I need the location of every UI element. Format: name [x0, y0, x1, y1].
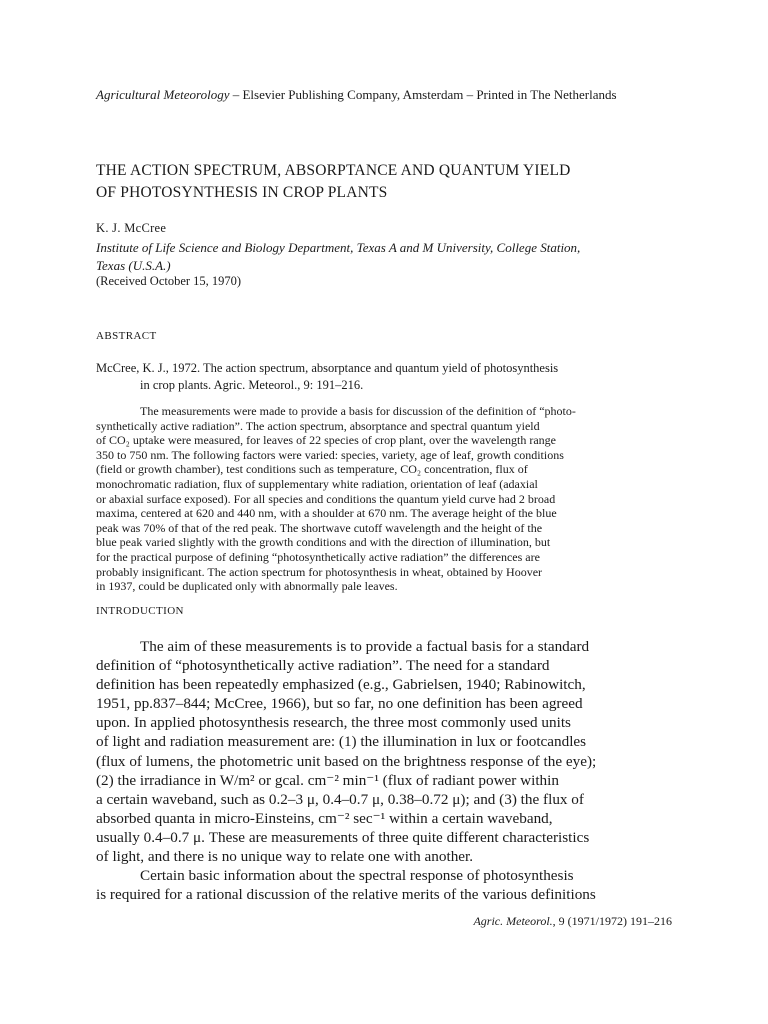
intro-line: upon. In applied photosynthesis research, the three most commonly used units	[96, 714, 571, 732]
intro-line: Certain basic information about the spectral response of photosynthesis	[140, 867, 574, 885]
abstract-line: The measurements were made to provide a basis for discussion of the definition of “photo-	[140, 404, 576, 418]
abstract-line: (field or growth chamber), test conditions such as temperature, CO₂ concentration, flux of	[96, 462, 528, 477]
intro-line: The aim of these measurements is to provide a factual basis for a standard	[140, 638, 590, 655]
abstract-heading: ABSTRACT	[96, 330, 157, 342]
intro-line: definition has been repeatedly emphasized (e.g., Gabrielsen, 1940; Rabinowitch,	[96, 676, 586, 694]
abstract-text	[96, 404, 672, 594]
abstract-line: probably insignificant. The action spectrum for photosynthesis in wheat, obtained by Hoover	[96, 564, 543, 579]
intro-line: 1951, pp.837–844; McCree, 1966), but so far, no one definition has been agreed	[96, 695, 583, 713]
abstract-line: in 1937, could be duplicated only with abnormally pale leaves.	[96, 579, 398, 594]
intro-line: is required for a rational discussion of the relative merits of the various definitions	[96, 886, 596, 904]
abstract-line: synthetically active radiation”. The action spectrum, absorptance and spectral quantum yield	[96, 418, 540, 433]
abstract-line: for the practical purpose of defining “photosynthetically active radiation” the differences are	[96, 549, 540, 564]
affiliation-line: Institute of Life Science and Biology Department, Texas A and M University, College Station,	[96, 240, 581, 255]
received-date: (Received October 15, 1970)	[96, 274, 242, 288]
page-footer-citation	[430, 912, 672, 930]
intro-line: of light, and there is no unique way to relate one with another.	[96, 848, 474, 866]
title-line: THE ACTION SPECTRUM, ABSORPTANCE AND QUANTUM YIELD	[96, 162, 571, 179]
author-name	[96, 219, 166, 237]
abstract-line: peak was 70% of that of the red peak. The shortwave cutoff wavelength and the height of the	[96, 520, 543, 535]
author-name-text: K. J. McCree	[96, 221, 167, 235]
intro-line: (flux of lumens, the photometric unit based on the brightness response of the eye);	[96, 752, 597, 770]
intro-line: (2) the irradiance in W/m² or gcal. cm⁻² min⁻¹ (flux of radiant power within	[96, 771, 559, 789]
abstract-line: maxima, centered at 620 and 440 nm, with a shoulder at 670 nm. The average height of the blue	[96, 506, 557, 521]
affiliation-line: Texas (U.S.A.)	[96, 258, 171, 273]
abstract-line: monochromatic radiation, flux of supplementary white radiation, orientation of leaf (adaxial	[96, 476, 538, 491]
footer-journal: Agric. Meteorol.	[473, 914, 553, 928]
publisher-info: – Elsevier Publishing Company, Amsterdam – Printed in The Netherlands	[229, 87, 617, 102]
introduction-heading: INTRODUCTION	[96, 605, 184, 617]
journal-header	[96, 86, 676, 104]
citation	[96, 360, 676, 394]
author-affiliation	[96, 239, 672, 275]
introduction-text	[96, 637, 672, 904]
abstract-line: 350 to 750 nm. The following factors were varied: species, variety, age of leaf, growth conditions	[96, 447, 564, 462]
intro-line: a certain waveband, such as 0.2–3 μ, 0.4–0.7 μ, 0.38–0.72 μ); and (3) the flux of	[96, 790, 584, 808]
journal-name: Agricultural Meteorology	[96, 87, 230, 102]
intro-line: definition of “photosynthetically active radiation”. The need for a standard	[96, 657, 550, 675]
intro-line: of light and radiation measurement are: (1) the illumination in lux or footcandles	[96, 733, 587, 751]
paper-title	[96, 160, 686, 204]
footer-volume-pages: , 9 (1971/1972) 191–216	[552, 914, 672, 928]
abstract-line: or abaxial surface exposed). For all species and conditions the quantum yield curve had 2 broad	[96, 491, 556, 506]
abstract-line: of CO₂ uptake were measured, for leaves of 22 species of crop plant, over the wavelength range	[96, 433, 557, 448]
abstract-line: blue peak varied slightly with the growth conditions and with the direction of illumination, but	[96, 535, 551, 550]
citation-line: in crop plants. Agric. Meteorol., 9: 191–216.	[140, 378, 364, 392]
citation-line: McCree, K. J., 1972. The action spectrum, absorptance and quantum yield of photosynthesis	[96, 361, 559, 375]
title-line: OF PHOTOSYNTHESIS IN CROP PLANTS	[96, 184, 388, 201]
intro-line: absorbed quanta in micro-Einsteins, cm⁻² sec⁻¹ within a certain waveband,	[96, 809, 553, 827]
intro-line: usually 0.4–0.7 μ. These are measurements of three quite different characteristics	[96, 828, 590, 846]
